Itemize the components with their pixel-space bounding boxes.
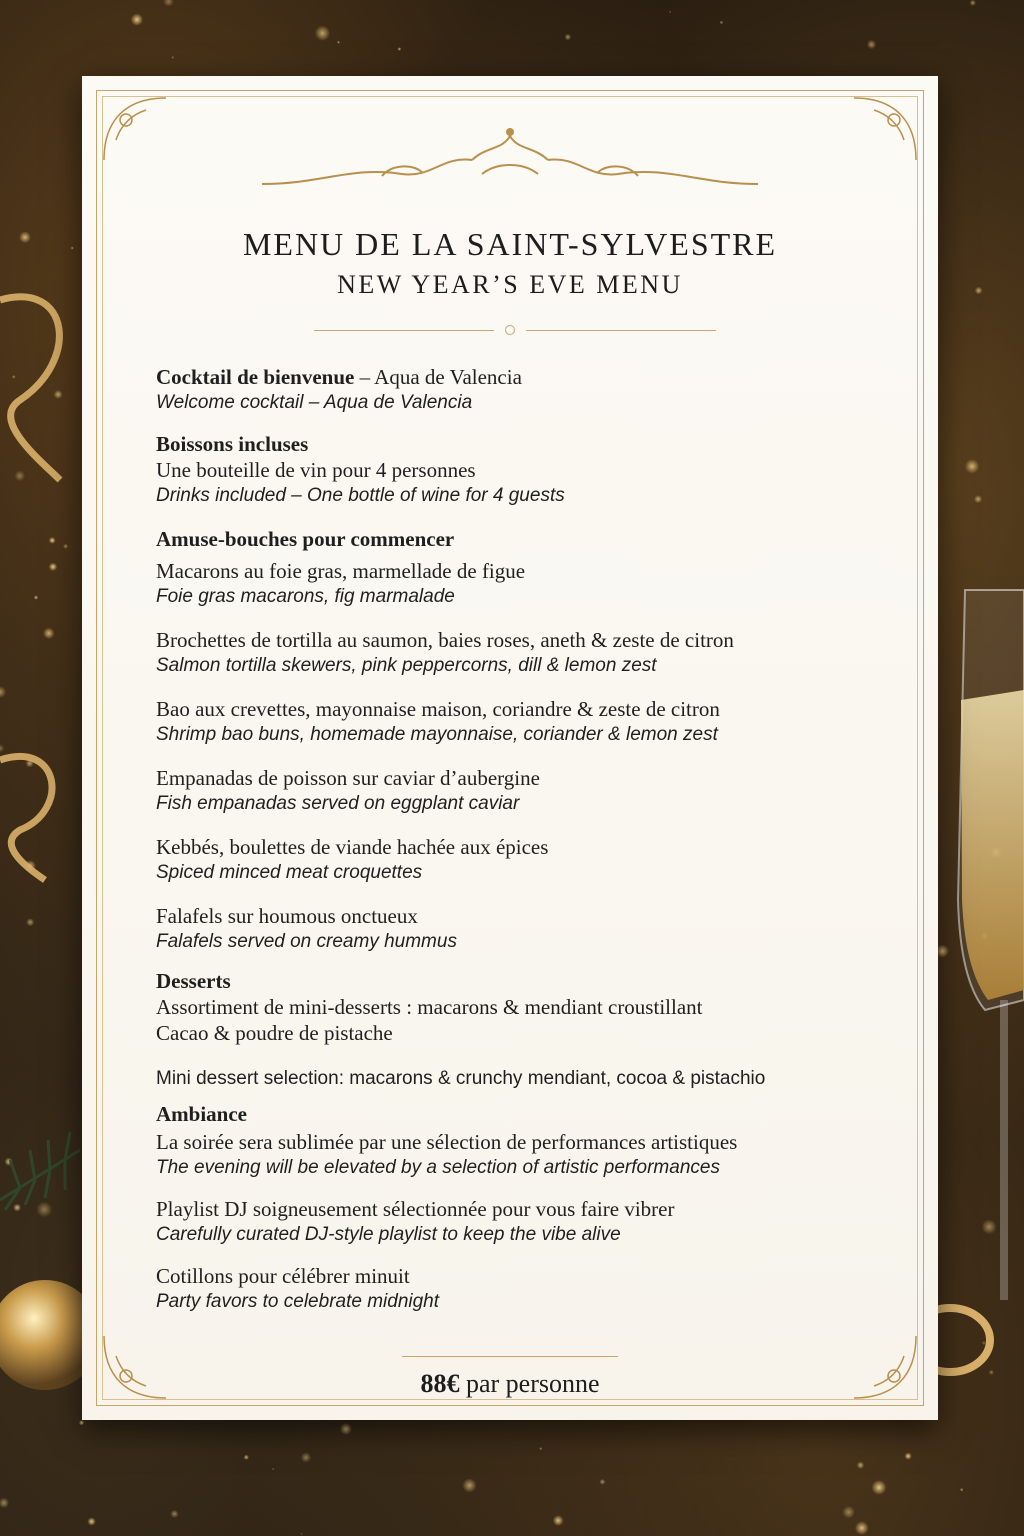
bokeh-sparkle xyxy=(462,1478,476,1492)
bokeh-sparkle xyxy=(13,1204,21,1212)
welcome-section xyxy=(156,364,866,415)
bokeh-sparkle xyxy=(904,1452,911,1459)
bokeh-sparkle xyxy=(989,1370,994,1375)
bokeh-sparkle xyxy=(340,1423,352,1435)
pine-branch-icon xyxy=(0,1132,80,1210)
corner-ornament-top-right xyxy=(844,90,924,170)
title-divider-left xyxy=(314,330,494,331)
desserts-heading: Desserts xyxy=(156,969,231,993)
amuse-item-en: Fish empanadas served on eggplant caviar xyxy=(156,793,520,814)
amuse-item-fr: Brochettes de tortilla au saumon, baies roses, aneth & zeste de citron xyxy=(156,628,734,652)
bokeh-sparkle xyxy=(599,1479,605,1485)
top-flourish-ornament xyxy=(262,126,758,196)
bokeh-sparkle xyxy=(171,56,174,59)
bokeh-sparkle xyxy=(49,563,58,572)
ambiance-section xyxy=(156,1101,866,1314)
bokeh-sparkle xyxy=(337,41,340,44)
bokeh-sparkle xyxy=(867,40,877,50)
bokeh-sparkle xyxy=(79,1420,84,1425)
amuse-item-fr: Falafels sur houmous onctueux xyxy=(156,904,418,928)
desserts-en: Mini dessert selection: macarons & crunchy mendiant, cocoa & pistachio xyxy=(156,1068,766,1089)
ambiance-item-fr: Cotillons pour célébrer minuit xyxy=(156,1264,410,1288)
menu-subtitle: NEW YEAR’S EVE MENU xyxy=(337,270,683,299)
bokeh-sparkle xyxy=(720,21,724,25)
ambiance-heading: Ambiance xyxy=(156,1102,247,1126)
gold-ribbon xyxy=(0,756,52,880)
bokeh-sparkle xyxy=(244,1455,249,1460)
price-rest: par personne xyxy=(459,1369,600,1398)
gold-ribbon xyxy=(0,297,60,480)
ambiance-item-en: Carefully curated DJ-style playlist to keep the vibe alive xyxy=(156,1224,621,1245)
amuse-item-en: Falafels served on creamy hummus xyxy=(156,931,457,952)
price-divider xyxy=(402,1356,618,1357)
amuse-item-fr: Macarons au foie gras, marmellade de figue xyxy=(156,559,526,583)
bokeh-sparkle xyxy=(553,1515,564,1526)
ambiance-item-en: The evening will be elevated by a selection of artistic performances xyxy=(156,1157,720,1178)
bokeh-sparkle xyxy=(398,47,402,51)
ambiance-item-en: Party favors to celebrate midnight xyxy=(156,1291,440,1312)
bokeh-sparkle xyxy=(0,686,6,698)
bokeh-sparkle xyxy=(669,11,671,13)
title-divider-right xyxy=(526,330,716,331)
ambiance-item-fr: Playlist DJ soigneusement sélectionnée pour vous faire vibrer xyxy=(156,1197,675,1221)
price-line xyxy=(82,1369,938,1399)
bokeh-sparkle xyxy=(871,1480,886,1495)
bokeh-sparkle xyxy=(0,1498,9,1509)
corner-ornament-top-left xyxy=(96,90,176,170)
welcome-heading-rest: – Aqua de Valencia xyxy=(354,365,522,389)
bokeh-sparkle xyxy=(272,1468,274,1470)
drinks-en: Drinks included – One bottle of wine for 4 guests xyxy=(156,485,565,506)
drinks-section xyxy=(156,431,866,508)
menu-card xyxy=(82,76,938,1420)
desserts-fr-line2: Cacao & poudre de pistache xyxy=(156,1021,393,1045)
amuse-section xyxy=(156,526,866,954)
bokeh-sparkle xyxy=(63,544,68,549)
bokeh-sparkle xyxy=(842,1506,855,1519)
desserts-fr-line1: Assortiment de mini-desserts : macarons & mendiant croustillant xyxy=(156,995,703,1019)
menu-content xyxy=(156,364,866,1314)
bokeh-sparkle xyxy=(857,1461,865,1469)
ambiance-item xyxy=(156,1263,866,1314)
bokeh-sparkle xyxy=(49,537,56,544)
bokeh-sparkle xyxy=(12,375,16,379)
bokeh-sparkle xyxy=(26,918,34,926)
ambiance-item xyxy=(156,1196,866,1247)
amuse-item-en: Shrimp bao buns, homemade mayonnaise, coriander & lemon zest xyxy=(156,724,718,745)
bokeh-sparkle xyxy=(974,495,982,503)
amuse-item xyxy=(156,627,866,678)
bokeh-sparkle xyxy=(54,390,63,399)
price-amount: 88€ xyxy=(420,1369,460,1398)
amuse-item-fr: Kebbés, boulettes de viande hachée aux épices xyxy=(156,835,549,859)
ambiance-item xyxy=(156,1129,866,1180)
bokeh-sparkle xyxy=(43,627,55,639)
bokeh-sparkle xyxy=(14,471,25,482)
bokeh-sparkle xyxy=(975,287,983,295)
bokeh-sparkle xyxy=(71,246,74,249)
bokeh-sparkle xyxy=(565,34,572,41)
amuse-item xyxy=(156,903,866,954)
amuse-item-en: Foie gras macarons, fig marmalade xyxy=(156,586,455,607)
bokeh-sparkle xyxy=(982,1341,986,1345)
amuse-heading: Amuse-bouches pour commencer xyxy=(156,527,455,551)
amuse-item xyxy=(156,765,866,816)
menu-title: MENU DE LA SAINT-SYLVESTRE xyxy=(242,226,778,262)
amuse-item-fr: Bao aux crevettes, mayonnaise maison, coriandre & zeste de citron xyxy=(156,697,720,721)
bokeh-sparkle xyxy=(36,1202,52,1218)
bokeh-sparkle xyxy=(0,744,4,752)
drinks-heading: Boissons incluses xyxy=(156,432,309,456)
bokeh-sparkle xyxy=(131,13,143,25)
bokeh-sparkle xyxy=(960,1488,964,1492)
bokeh-sparkle xyxy=(87,1517,95,1525)
drinks-fr: Une bouteille de vin pour 4 personnes xyxy=(156,458,476,482)
bokeh-sparkle xyxy=(301,1452,311,1462)
bokeh-sparkle xyxy=(34,595,39,600)
bokeh-sparkle xyxy=(170,1510,178,1518)
ambiance-item-fr: La soirée sera sublimée par une sélection de performances artistiques xyxy=(156,1130,738,1154)
amuse-item-en: Salmon tortilla skewers, pink peppercorns, dill & lemon zest xyxy=(156,655,657,676)
bokeh-sparkle xyxy=(19,231,31,243)
bokeh-sparkle xyxy=(163,0,174,7)
amuse-item-fr: Empanadas de poisson sur caviar d’aubergine xyxy=(156,766,540,790)
champagne-glass-icon xyxy=(958,590,1024,1300)
bokeh-sparkle xyxy=(982,1219,997,1234)
welcome-heading: Cocktail de bienvenue xyxy=(156,365,355,389)
bokeh-sparkle xyxy=(300,1533,302,1535)
bokeh-sparkle xyxy=(855,1521,869,1535)
amuse-item-en: Spiced minced meat croquettes xyxy=(156,862,423,883)
bokeh-sparkle xyxy=(315,25,330,40)
amuse-item xyxy=(156,834,866,885)
bokeh-sparkle xyxy=(965,459,979,473)
bokeh-sparkle xyxy=(970,0,976,6)
amuse-item xyxy=(156,558,866,609)
divider-dot-icon xyxy=(505,325,515,335)
desserts-section xyxy=(156,968,866,1091)
bokeh-sparkle xyxy=(539,1447,542,1450)
amuse-item xyxy=(156,696,866,747)
welcome-en: Welcome cocktail – Aqua de Valencia xyxy=(156,392,473,413)
